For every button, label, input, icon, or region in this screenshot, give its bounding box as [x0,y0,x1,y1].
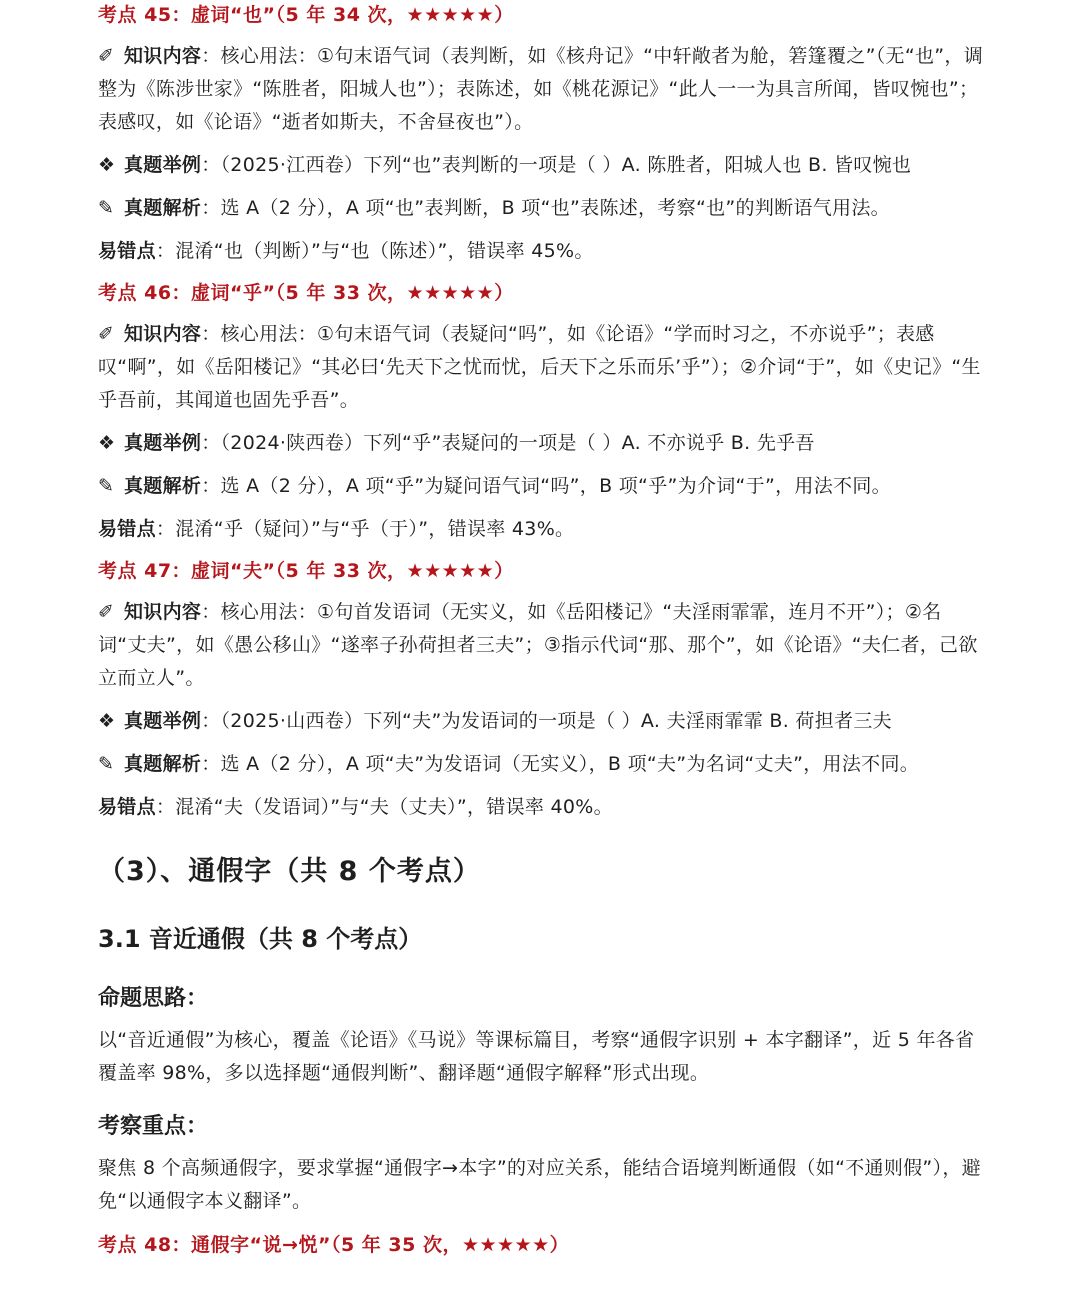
analysis-text: ：选 A（2 分），A 项“也”表判断，B 项“也”表陈述，考察“也”的判断语气用法。 [201,197,890,219]
kp47-title: 考点 47：虚词“夫”（5 年 33 次，★★★★★） [98,560,514,582]
example-text: ：（2025·江西卷）下列“也”表判断的一项是（ ）A. 陈胜者，阳城人也 B. 皆叹惋也 [201,154,912,176]
analysis-text: ：选 A（2 分），A 项“乎”为疑问语气词“吗”，B 项“乎”为介词“于”，用法不同。 [201,475,891,497]
kp46-example [98,427,988,460]
error-label: 易错点 [98,518,156,540]
kp46-title: 考点 46：虚词“乎”（5 年 33 次，★★★★★） [98,282,514,304]
kp47-block [98,556,988,824]
knowledge-label: 知识内容 [124,323,202,345]
error-label: 易错点 [98,796,156,818]
kp45-knowledge [98,40,988,139]
idea-text: 以“音近通假”为核心，覆盖《论语》《马说》等课标篇目，考察“通假字识别 + 本字翻译”，近 5 年各省覆盖率 98%，多以选择题“通假判断”、翻译题“通假字解释”形式出现。 [98,1029,975,1084]
example-text: ：（2025·山西卷）下列“夫”为发语词的一项是（ ）A. 夫淫雨霏霏 B. 荷担者三夫 [201,710,892,732]
kp47-example [98,705,988,738]
knowledge-text: ：核心用法：①句首发语词（无实义，如《岳阳楼记》“夫淫雨霏霏，连月不开”）；②名词“丈夫”，如《愚公移山》“遂率子孙荷担者三夫”；③指示代词“那、那个”，如《论语》“夫仁者，己欲立而立人”。 [98,601,978,689]
kp46-block [98,278,988,546]
analysis-label: 真题解析 [124,753,202,775]
example-text: ：（2024·陕西卷）下列“乎”表疑问的一项是（ ）A. 不亦说乎 B. 先乎吾 [201,432,815,454]
pencil-icon: ✐ [98,601,115,623]
diamond-bullet-icon: ❖ [98,154,116,176]
knowledge-text: ：核心用法：①句末语气词（表疑问“吗”，如《论语》“学而时习之，不亦说乎”；表感叹“啊”，如《岳阳楼记》“其必曰‘先天下之忧而忧，后天下之乐而乐’乎”）；②介词“于”，如《史记》“生乎吾前，其闻道也固先乎吾”。 [98,323,981,411]
kp45-error [98,235,988,268]
error-label: 易错点 [98,240,156,262]
kp47-knowledge [98,596,988,695]
focus-heading: 考察重点： [98,1114,209,1139]
example-label: 真题举例 [124,154,202,176]
kp47-analysis [98,748,988,781]
kp46-error [98,513,988,546]
kp45-example [98,149,988,182]
analysis-label: 真题解析 [124,197,202,219]
subsection-heading: 3.1 音近通假（共 8 个考点） [98,925,423,953]
knowledge-text: ：核心用法：①句末语气词（表判断，如《核舟记》“中轩敞者为舱，箬篷覆之”（无“也”，调整为《陈涉世家》“陈胜者，阳城人也”）；表陈述，如《桃花源记》“此人一一为具言所闻，皆叹惋也”；表感叹，如《论语》“逝者如斯夫，不舍昼夜也”）。 [98,45,984,133]
error-text: ：混淆“夫（发语词）”与“夫（丈夫）”，错误率 40%。 [155,796,613,818]
error-text: ：混淆“乎（疑问）”与“乎（于）”，错误率 43%。 [155,518,575,540]
example-label: 真题举例 [124,710,202,732]
knowledge-label: 知识内容 [124,45,202,67]
section-heading: （3）、通假字（共 8 个考点） [98,856,481,887]
kp48-title: 考点 48：通假字“说→悦”（5 年 35 次，★★★★★） [98,1234,570,1256]
document-page [98,0,988,1260]
idea-heading: 命题思路： [98,986,209,1011]
writing-pencil-icon: ✎ [98,753,115,775]
pencil-icon: ✐ [98,45,115,67]
knowledge-label: 知识内容 [124,601,202,623]
error-text: ：混淆“也（判断）”与“也（陈述）”，错误率 45%。 [155,240,594,262]
kp45-block [98,0,988,268]
example-label: 真题举例 [124,432,202,454]
analysis-label: 真题解析 [124,475,202,497]
writing-pencil-icon: ✎ [98,475,115,497]
focus-text: 聚焦 8 个高频通假字，要求掌握“通假字→本字”的对应关系，能结合语境判断通假（如“不通则假”），避免“以通假字本义翻译”。 [98,1157,981,1212]
diamond-bullet-icon: ❖ [98,710,116,732]
diamond-bullet-icon: ❖ [98,432,116,454]
kp45-analysis [98,192,988,225]
pencil-icon: ✐ [98,323,115,345]
kp47-error [98,791,988,824]
kp46-analysis [98,470,988,503]
kp45-title: 考点 45：虚词“也”（5 年 34 次，★★★★★） [98,4,514,26]
writing-pencil-icon: ✎ [98,197,115,219]
kp46-knowledge [98,318,988,417]
analysis-text: ：选 A（2 分），A 项“夫”为发语词（无实义），B 项“夫”为名词“丈夫”，用法不同。 [201,753,920,775]
